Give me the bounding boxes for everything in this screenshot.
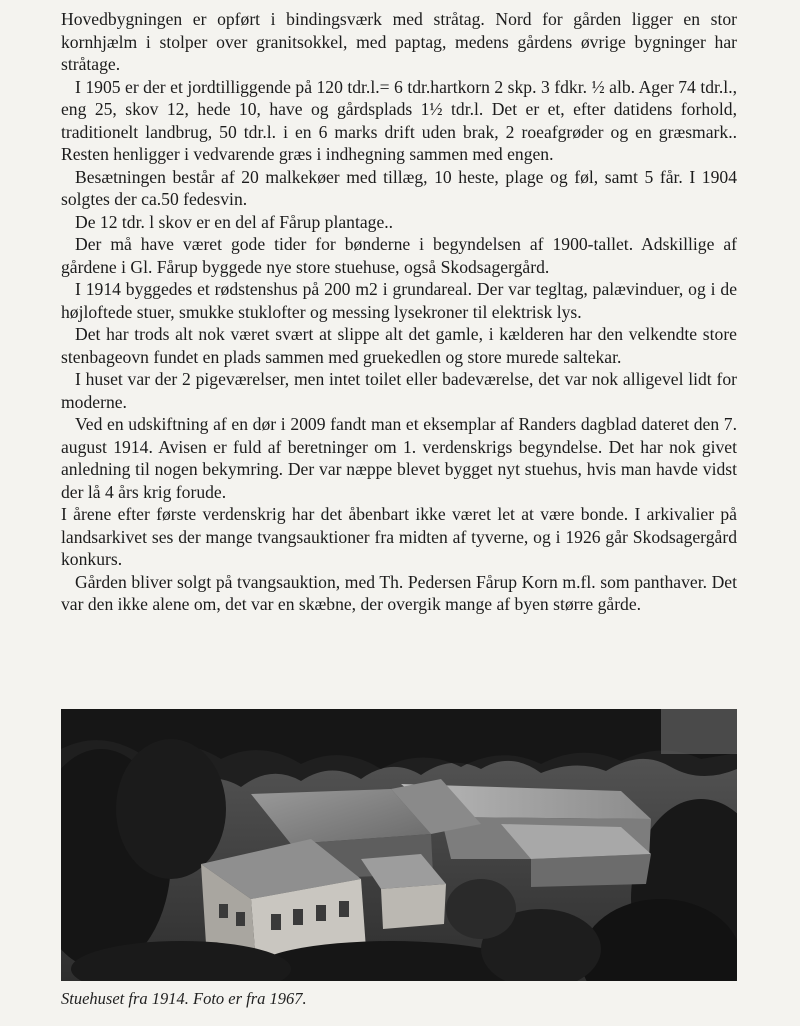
paragraph-10: I årene efter første verdenskrig har det åbenbart ikke været let at være bonde. I arkivalier på landsarkivet ses der mange tvangsauktioner fra midten af tyverne, og i 1926 går Skodsagergård konkurs. (61, 504, 737, 569)
farmhouse-aerial-image (61, 709, 737, 981)
paragraph-1: Hovedbygningen er opført i bindingsværk med stråtag. Nord for gården ligger en stor kornhjælm i stolper over granitsokkel, med paptag, medens gårdens øvrige bygninger har stråtage. (61, 9, 737, 74)
paragraph-4: De 12 tdr. l skov er en del af Fårup plantage.. (75, 211, 394, 232)
article-text (61, 8, 737, 616)
paragraph-8: I huset var der 2 pigeværelser, men intet toilet eller badeværelse, det var nok alligevel lidt for moderne. (61, 369, 737, 412)
photo-caption: Stuehuset fra 1914. Foto er fra 1967. (61, 989, 307, 1008)
farmhouse-photo (61, 709, 737, 981)
paragraph-11: Gården bliver solgt på tvangsauktion, med Th. Pedersen Fårup Korn m.fl. som panthaver. Det var den ikke alene om, det var en skæbne, der overgik mange af byen større gårde. (61, 571, 737, 614)
paragraph-2: I 1905 er der et jordtilliggende på 120 tdr.l.= 6 tdr.hartkorn 2 skp. 3 fdkr. ½ alb. Ager 74 tdr.l., eng 25, skov 12, hede 10, have og gårdsplads 1½ tdr.l. Det er et, efter datidens forhold, traditionelt landbrug, 50 tdr.l. i en 6 marks drift uden brak, 2 roeafgrøder og en græsmark.. Resten henligger i vedvarende græs i indhegning sammen med engen. (61, 76, 737, 164)
paragraph-3: Besætningen består af 20 malkekøer med tillæg, 10 heste, plage og føl, samt 5 får. I 1904 solgtes der ca.50 fedesvin. (61, 166, 737, 209)
paragraph-6: I 1914 byggedes et rødstenshus på 200 m2 i grundareal. Der var tegltag, palævinduer, og i de højloftede stuer, smukke stuklofter og messing lysekroner til elektrisk lys. (61, 279, 737, 322)
paragraph-7: Det har trods alt nok været svært at slippe alt det gamle, i kælderen har den velkendte store stenbageovn fundet en plads sammen med gruekedlen og store murede saltekar. (61, 324, 737, 367)
paragraph-9: Ved en udskiftning af en dør i 2009 fandt man et eksemplar af Randers dagblad dateret den 7. august 1914. Avisen er fuld af beretninger om 1. verdenskrigs begyndelse. Det har nok givet anledning til nogen bekymring. Der var næppe blevet bygget nyt stuehus, hvis man havde vidst der lå 4 års krig forude. (61, 414, 737, 502)
paragraph-5: Der må have været gode tider for bønderne i begyndelsen af 1900-tallet. Adskillige af gårdene i Gl. Fårup byggede nye store stuehuse, også Skodsagergård. (61, 234, 737, 277)
